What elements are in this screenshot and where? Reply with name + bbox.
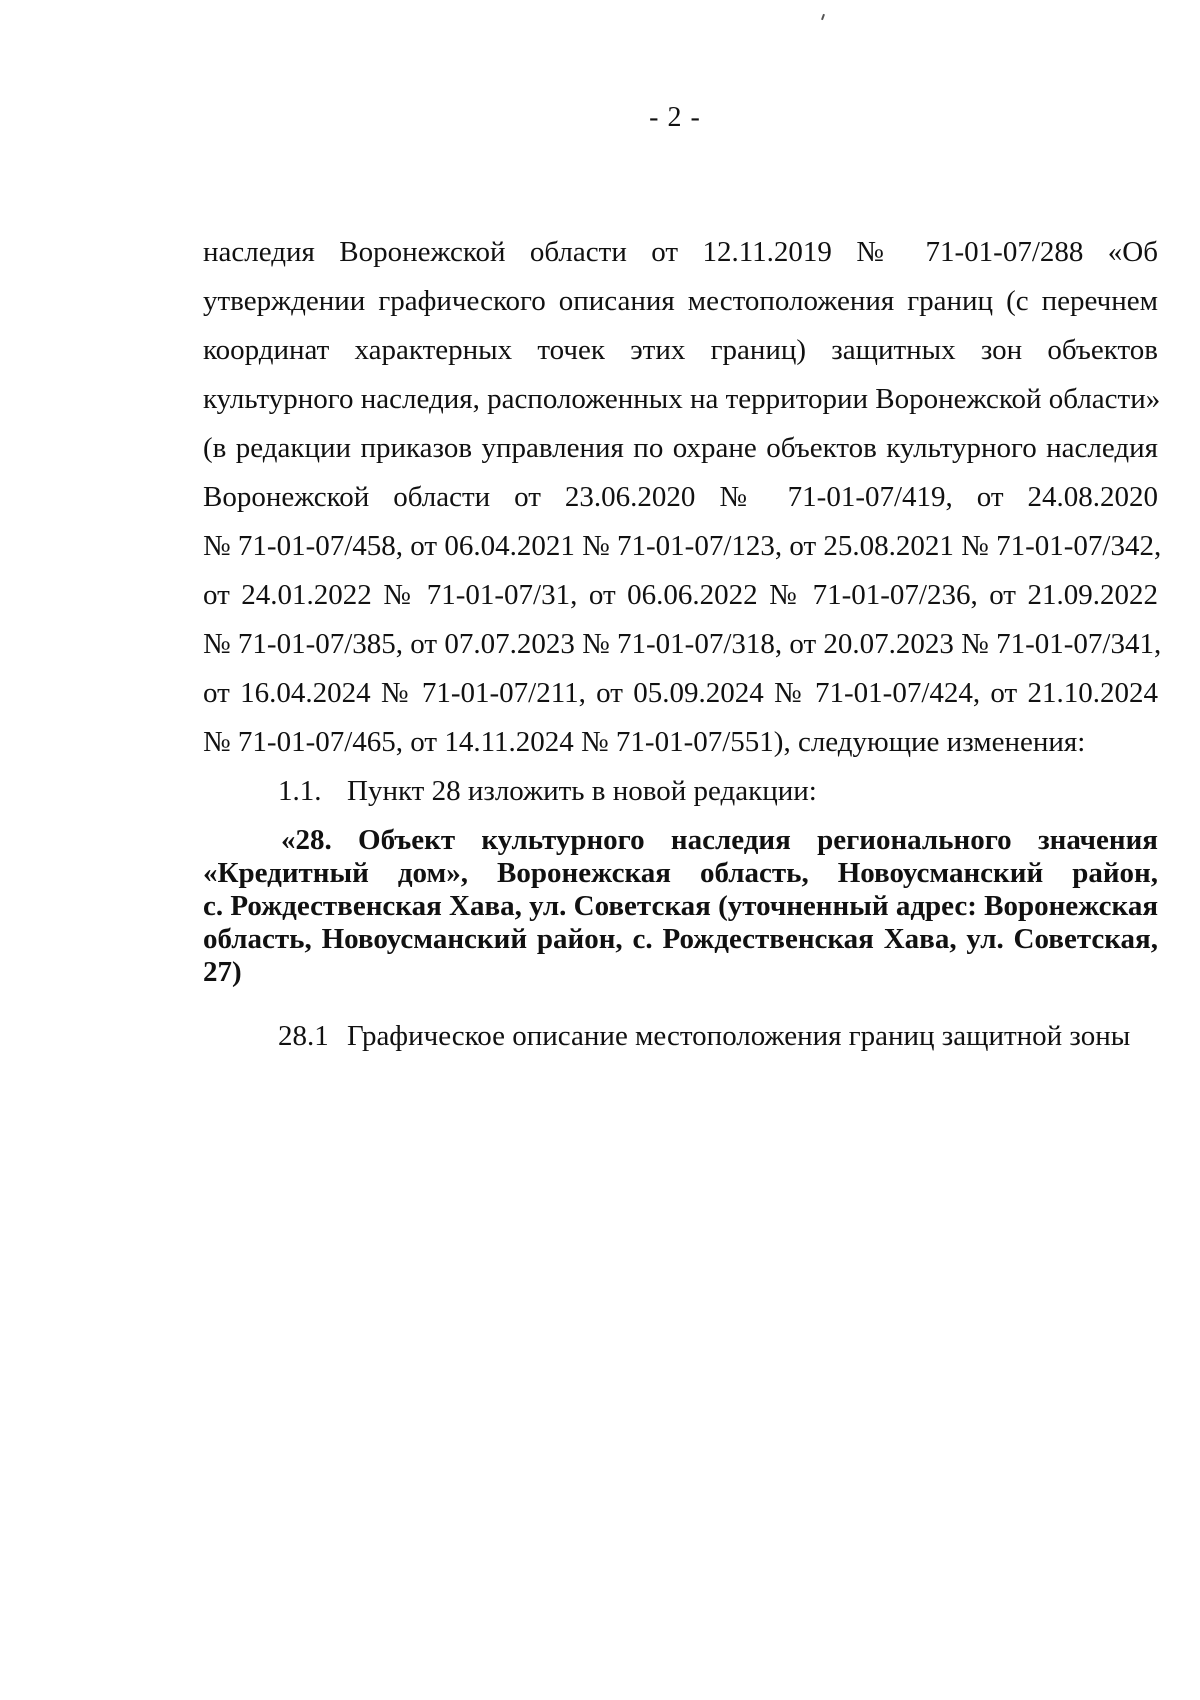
paragraph-line: утверждении графического описания местоположения границ (с перечнем — [203, 285, 1158, 317]
bold-line: 27) — [203, 956, 242, 988]
bold-line: область, Новоусманский район, с. Рождественская Хава, ул. Советская, — [203, 923, 1158, 955]
paragraph-line: от 24.01.2022 № 71-01-07/31, от 06.06.2022 № 71-01-07/236, от 21.09.2022 — [203, 579, 1158, 611]
bold-line: «Кредитный дом», Воронежская область, Новоусманский район, — [203, 857, 1158, 889]
bold-line: с. Рождественская Хава, ул. Советская (уточненный адрес: Воронежская — [203, 890, 1159, 922]
sub-item-number: 28.1 — [278, 1020, 329, 1052]
paragraph-line: наследия Воронежской области от 12.11.2019 № 71-01-07/288 «Об — [203, 236, 1158, 268]
item-1-1 — [278, 775, 817, 808]
bold-heading-block — [203, 824, 1158, 989]
sub-item-28-1 — [278, 1020, 1130, 1053]
item-number: 1.1. — [278, 775, 322, 807]
item-text: Пункт 28 изложить в новой редакции: — [347, 775, 817, 807]
scan-mark — [821, 14, 825, 20]
paragraph-line: (в редакции приказов управления по охране объектов культурного наследия — [203, 432, 1158, 464]
paragraph-line: № 71-01-07/458, от 06.04.2021 № 71-01-07/123, от 25.08.2021 № 71-01-07/342, — [203, 530, 1162, 562]
paragraph-line: культурного наследия, расположенных на территории Воронежской области» — [203, 383, 1161, 415]
page-number: - 2 - — [649, 102, 701, 133]
paragraph-line: координат характерных точек этих границ) защитных зон объектов — [203, 334, 1158, 366]
sub-item-text: Графическое описание местоположения границ защитной зоны — [347, 1020, 1131, 1052]
paragraph-line: № 71-01-07/465, от 14.11.2024 № 71-01-07/551), следующие изменения: — [203, 726, 1086, 758]
paragraph-line: Воронежской области от 23.06.2020 № 71-01-07/419, от 24.08.2020 — [203, 481, 1158, 513]
main-paragraph — [203, 228, 1162, 767]
paragraph-line: № 71-01-07/385, от 07.07.2023 № 71-01-07/318, от 20.07.2023 № 71-01-07/341, — [203, 628, 1162, 660]
paragraph-line: от 16.04.2024 № 71-01-07/211, от 05.09.2024 № 71-01-07/424, от 21.10.2024 — [203, 677, 1158, 709]
bold-line: «28. Объект культурного наследия регионального значения — [281, 824, 1158, 856]
